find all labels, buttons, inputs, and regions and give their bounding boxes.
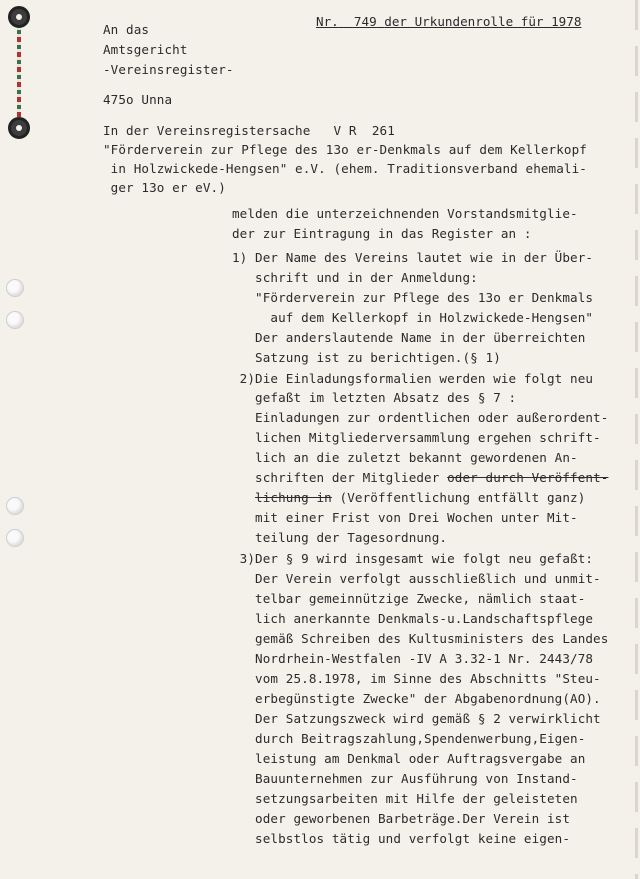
number-label: Nr. <box>316 14 339 29</box>
binder-hole-top <box>8 6 30 28</box>
item-3-line: Nordrhein-Westfalen -IV A 3.32-1 Nr. 2443/78 <box>232 651 594 666</box>
item-3-line: gemäß Schreiben des Kultusministers des Landes <box>232 631 609 646</box>
intro-line: der zur Eintragung in das Register an : <box>232 226 532 241</box>
item-3-line: Bauunternehmen zur Ausführung von Instand- <box>232 771 578 786</box>
item-1-line: schrift und in der Anmeldung: <box>232 270 478 285</box>
punch-hole <box>6 529 24 547</box>
item-2-line: teilung der Tagesordnung. <box>232 530 448 545</box>
item-1-line: 1) Der Name des Vereins lautet wie in der Über- <box>232 250 594 265</box>
item-2-line <box>232 470 608 486</box>
item-3-line: setzungsarbeiten mit Hilfe der geleisteten <box>232 791 578 806</box>
address-line: -Vereinsregister- <box>103 62 234 77</box>
item-1-line: Der anderslautende Name in der überreichten <box>232 330 586 345</box>
punch-hole <box>6 497 24 515</box>
binding-cord <box>17 22 21 126</box>
punch-hole <box>6 311 24 329</box>
register-year: der Urkundenrolle für 1978 <box>384 14 582 29</box>
item-3-line: Der Verein verfolgt ausschließlich und unmit- <box>232 571 601 586</box>
item-1-line: Satzung ist zu berichtigen.(§ 1) <box>232 350 501 365</box>
intro-line: melden die unterzeichnenden Vorstandsmitglie- <box>232 206 578 221</box>
item-3-line: erbegünstigte Zwecke" der Abgabenordnung(AO). <box>232 691 601 706</box>
item-3-line: durch Beitragszahlung,Spendenwerbung,Eigen- <box>232 731 586 746</box>
item-2-line: mit einer Frist von Drei Wochen unter Mit- <box>232 510 578 525</box>
item-3-line: oder geworbenen Barbeträge.Der Verein ist <box>232 811 571 826</box>
item-2-line: gefaßt im letzten Absatz des § 7 : <box>232 390 517 405</box>
item-2-line: Einladungen zur ordentlichen oder außerordent- <box>232 410 609 425</box>
item-2-line <box>232 490 585 506</box>
item-2-text: (Veröffentlichung entfällt ganz) <box>331 490 586 505</box>
item-3-line: lich anerkannte Denkmals-u.Landschaftspflege <box>232 611 594 626</box>
subject-line: In der Vereinsregistersache V R 261 <box>103 123 395 138</box>
address-line: An das <box>103 22 150 37</box>
punch-hole <box>6 279 24 297</box>
item-3-line: leistung am Denkmal oder Auftragsvergabe an <box>232 751 586 766</box>
item-1-line: auf dem Kellerkopf in Holzwickede-Hengsen" <box>232 310 594 325</box>
item-2-line: lich an die zuletzt bekannt gewordenen An- <box>232 450 578 465</box>
item-2-line: lichen Mitgliederversammlung ergehen schrift- <box>232 430 601 445</box>
struck-text: oder durch Veröffent- <box>447 470 609 485</box>
item-2-text: schriften der Mitglieder <box>232 470 448 485</box>
item-3-line: selbstlos tätig und verfolgt keine eigen- <box>232 831 571 846</box>
item-3-line: 3)Der § 9 wird insgesamt wie folgt neu gefaßt: <box>232 551 594 566</box>
struck-text: lichung in <box>255 490 332 505</box>
item-3-line: vom 25.8.1978, im Sinne des Abschnitts "Steu- <box>232 671 601 686</box>
binder-hole-bottom <box>8 117 30 139</box>
subject-line: "Förderverein zur Pflege des 13o er-Denkmals auf dem Kellerkopf <box>103 142 587 157</box>
item-3-line: telbar gemeinnützige Zwecke, nämlich staat- <box>232 591 586 606</box>
page-edge <box>635 0 638 879</box>
document-number-header <box>316 14 581 29</box>
item-1-line: "Förderverein zur Pflege des 13o er Denkmals <box>232 290 594 305</box>
item-2-line: 2)Die Einladungsformalien werden wie folgt neu <box>232 371 594 386</box>
subject-line: in Holzwickede-Hengsen" e.V. (ehem. Traditionsverband ehemali- <box>103 161 587 176</box>
address-line: 475o Unna <box>103 92 173 107</box>
item-3-line: Der Satzungszweck wird gemäß § 2 verwirklicht <box>232 711 601 726</box>
address-line: Amtsgericht <box>103 42 188 57</box>
document-number: 749 <box>353 14 377 29</box>
subject-line: ger 13o er eV.) <box>103 180 226 195</box>
